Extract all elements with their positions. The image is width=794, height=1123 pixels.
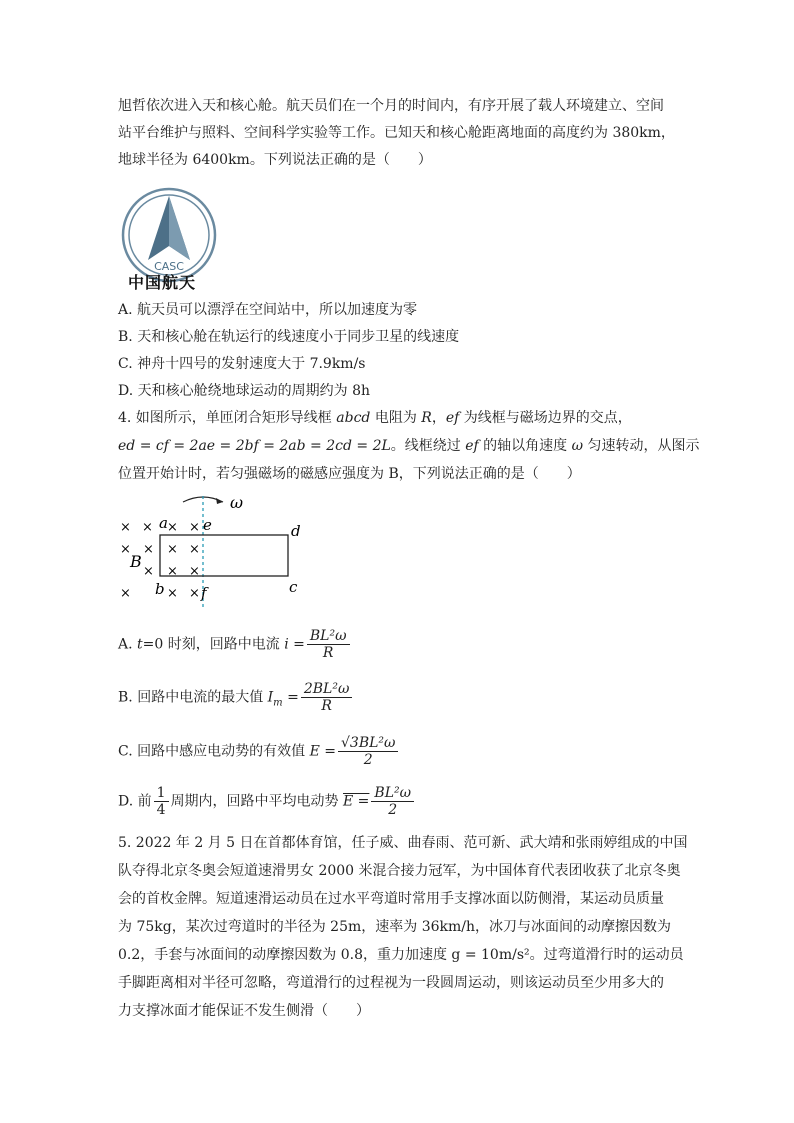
label-e: e: [203, 516, 212, 534]
svg-text:×: ×: [167, 564, 178, 579]
svg-text:×: ×: [120, 586, 131, 601]
svg-text:×: ×: [120, 520, 131, 535]
q5-line-7: 力支撑冰面才能保证不发生侧滑（ ）: [118, 1003, 370, 1019]
logo-badge: CASC: [154, 260, 184, 273]
q4-line-2: ed = cf = 2ae = 2bf = 2ab = 2cd = 2L。线框绕过 ef 的轴以角速度 ω 匀速转动，从图示: [118, 438, 700, 454]
svg-text:×: ×: [167, 586, 178, 601]
q4-option-c: C. 回路中感应电动势的有效值 E = $\frac{\text{√3BL²ω}}{2}$: [118, 735, 400, 768]
svg-text:×: ×: [143, 542, 154, 557]
q5-line-1: 5. 2022 年 2 月 5 日在首都体育馆，任子威、曲春雨、范可新、武大靖和张雨婷组成的中国: [118, 835, 688, 851]
omega-label: ω: [230, 493, 244, 512]
label-d: d: [291, 522, 301, 540]
q5-line-3: 会的首枚金牌。短道速滑运动员在过水平弯道时常用手支撑冰面以防侧滑，某运动员质量: [118, 891, 664, 907]
intro-line-2: 站平台维护与照料、空间科学实验等工作。已知天和核心舱距离地面的高度约为 380km，: [118, 125, 675, 141]
q3-option-b: B. 天和核心舱在轨运行的线速度小于同步卫星的线速度: [118, 329, 460, 345]
intro-line-3: 地球半径为 6400km。下列说法正确的是（ ）: [118, 152, 432, 168]
q4-option-d: D. 前 $\frac{1}{4}$ 周期内，回路中平均电动势 E = $\frac{\text{BL²ω}}{2}$: [118, 785, 416, 818]
q5-line-4: 为 75kg，某次过弯道时的半径为 25m，速率为 36km/h，冰刀与冰面间的动摩擦因数为: [118, 919, 672, 935]
q5-line-5: 0.2，手套与冰面间的动摩擦因数为 0.8，重力加速度 g = 10m/s²。过弯道滑行时的运动员: [118, 947, 684, 963]
q4-option-b: B. 回路中电流的最大值 $I_m$ = $\frac{\text{2BL²ω}}{R}$: [118, 681, 354, 716]
q5-line-2: 队夺得北京冬奥会短道速滑男女 2000 米混合接力冠军，为中国体育代表团收获了北京冬奥: [118, 863, 681, 879]
q4-option-a: A. t=0 时刻，回路中电流 i = $\frac{\text{BL²ω}}{R}$: [118, 628, 352, 661]
q4-line-3: 位置开始计时，若匀强磁场的磁感应强度为 B，下列说法正确的是（ ）: [118, 466, 581, 482]
q4-line-1: 4. 如图所示，单匝闭合矩形导线框 abcd 电阻为 R，ef 为线框与磁场边界的交点，: [118, 410, 632, 426]
q5-line-6: 手脚距离相对半径可忽略，弯道滑行的过程视为一段圆周运动，则该运动员至少用多大的: [118, 975, 664, 991]
label-f: f: [201, 584, 207, 602]
logo-caption: 中国航天: [128, 273, 197, 292]
label-b: b: [155, 580, 165, 598]
svg-text:×: ×: [189, 564, 200, 579]
q4-figure: [115, 490, 325, 610]
q3-option-c: C. 神舟十四号的发射速度大于 7.9km/s: [118, 356, 366, 372]
q4-equation: ed = cf = 2ae = 2bf = 2ab = 2cd = 2L: [118, 438, 391, 454]
label-c: c: [289, 578, 298, 596]
svg-text:×: ×: [142, 520, 153, 535]
label-a: a: [159, 514, 168, 532]
q3-option-d: D. 天和核心舱绕地球运动的周期约为 8h: [118, 383, 370, 399]
svg-text:×: ×: [120, 542, 131, 557]
intro-line-1: 旭哲依次进入天和核心舱。航天员们在一个月的时间内，有序开展了载人环境建立、空间: [118, 98, 664, 114]
wire-frame: [160, 535, 288, 576]
q3-option-a: A. 航天员可以漂浮在空间站中，所以加速度为零: [118, 302, 418, 318]
svg-text:×: ×: [143, 564, 154, 579]
svg-text:×: ×: [189, 586, 200, 601]
svg-text:×: ×: [189, 542, 200, 557]
svg-text:×: ×: [167, 542, 178, 557]
svg-text:×: ×: [189, 520, 200, 535]
label-B: B: [130, 552, 142, 571]
svg-text:×: ×: [167, 520, 178, 535]
